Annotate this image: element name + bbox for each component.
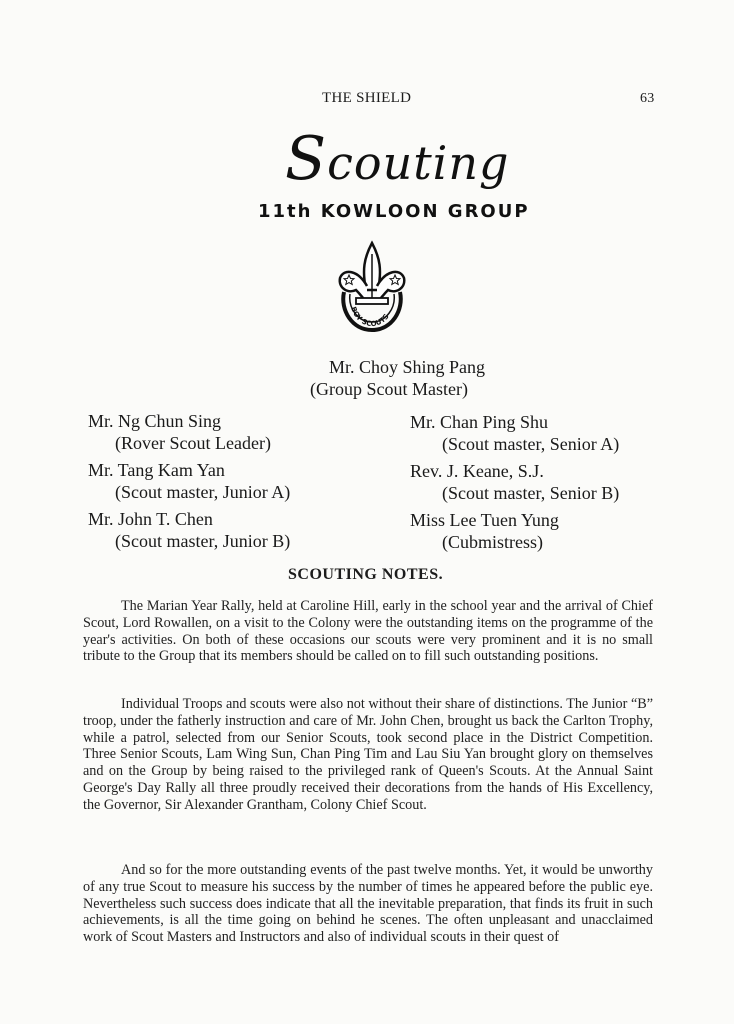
officer-name: Mr. Ng Chun Sing — [88, 411, 222, 431]
officer-role: (Scout master, Senior A) — [442, 434, 620, 454]
officer-left-3 — [88, 508, 290, 552]
officer-right-3 — [410, 509, 559, 553]
officer-role: (Group Scout Master) — [310, 379, 468, 399]
officer-name: Mr. Choy Shing Pang — [329, 357, 486, 377]
officer-name: Mr. John T. Chen — [88, 509, 213, 529]
paragraph-text: Individual Troops and scouts were also not without their share of distinctions. The Junior “B” troop, under the fatherly instruction and care of Mr. John Chen, brought us back the Carlton Trophy, while a patrol, selected from our Senior Scouts, took second place in the District Competition. Three Senior Scouts, Lam Wing Sun, Chan Ping Tim and Lau Siu Yan brought glory on themselves and on the Group by being raised to the privileged rank of Queen's Scouts. At the Annual Saint George's Day Rally all three proudly received their decorations from the hands of His Excellency, the Governor, Sir Alexander Grantham, Colony Chief Scout. — [83, 696, 653, 813]
officer-name: Mr. Tang Kam Yan — [88, 460, 225, 480]
officer-role: (Scout master, Junior A) — [115, 482, 291, 502]
officer-left-2 — [88, 459, 290, 503]
paragraph-2 — [83, 696, 653, 814]
group-subtitle: 11th KOWLOON GROUP — [258, 201, 530, 222]
officer-left-1 — [88, 410, 271, 454]
officer-right-1 — [410, 411, 619, 455]
page-number: 63 — [640, 91, 655, 106]
officer-name: Rev. J. Keane, S.J. — [410, 461, 544, 481]
paragraph-text: The Marian Year Rally, held at Caroline Hill, early in the school year and the arrival of Chief Scout, Lord Rowallen, on a visit to the Colony were the outstanding items on the programme of the year's activities. On both of these occasions our scouts were very prominent and it is no small tribute to the Group that its members should be called on to fill such outstanding positions. — [83, 598, 653, 665]
paragraph-text: And so for the more outstanding events of the past twelve months. Yet, it would be unworthy of any true Scout to measure his success by the number of times he appeared before the public eye. Nevertheless such success does indicate that all the inevitable preparation, that finds its fruit in such achievements, is all the time going on behind he scenes. The often unpleasant and unacclaimed work of Scout Masters and Instructors and also of individual scouts in their quest of — [83, 862, 653, 946]
paragraph-3 — [83, 862, 653, 946]
officer-group-scout-master — [310, 356, 486, 400]
emblem-text: BOY SCOUTS — [349, 305, 391, 329]
officer-name: Mr. Chan Ping Shu — [410, 412, 549, 432]
officer-role: (Cubmistress) — [442, 532, 543, 552]
officer-name: Miss Lee Tuen Yung — [410, 510, 559, 530]
page-title: Scouting — [285, 124, 510, 194]
officer-role: (Rover Scout Leader) — [115, 433, 271, 453]
officer-role: (Scout master, Senior B) — [442, 483, 620, 503]
paragraph-1 — [83, 598, 653, 665]
officer-role: (Scout master, Junior B) — [115, 531, 291, 551]
section-heading: SCOUTING NOTES. — [288, 566, 444, 583]
boy-scouts-emblem-icon — [334, 240, 410, 334]
running-title: THE SHIELD — [322, 90, 412, 106]
officer-right-2 — [410, 460, 619, 504]
